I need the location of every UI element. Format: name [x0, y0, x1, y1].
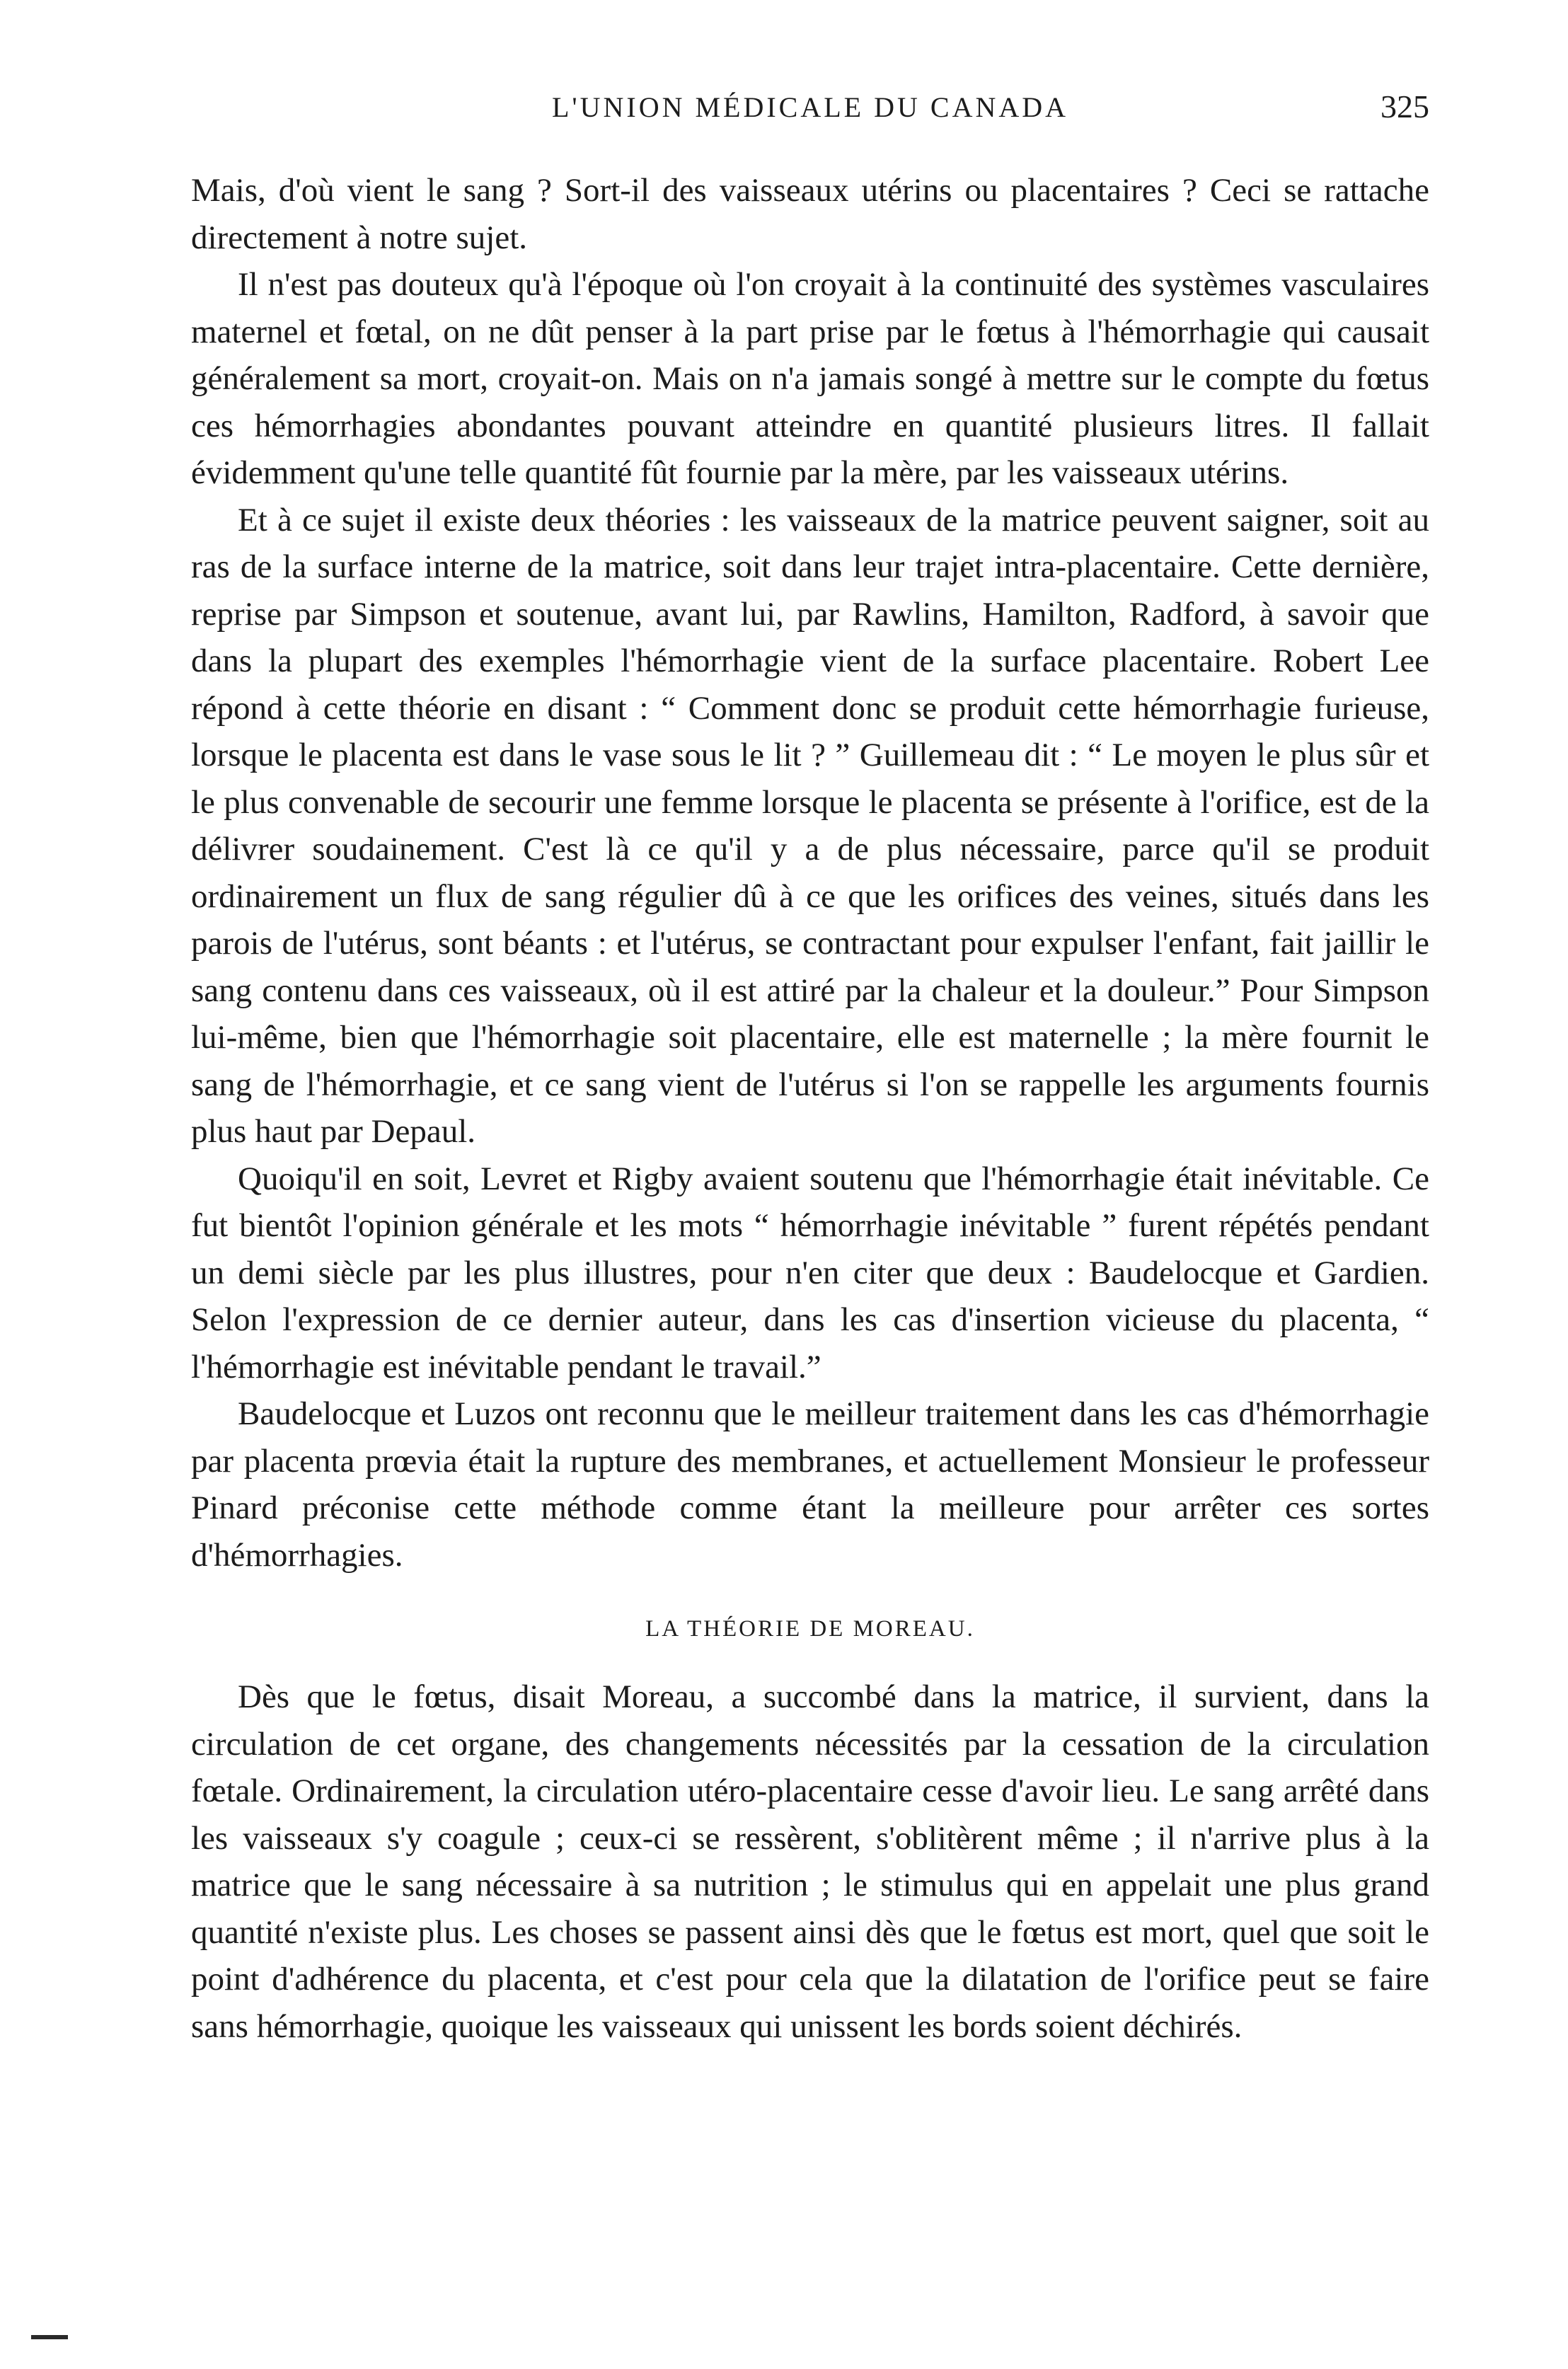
- running-title: L'UNION MÉDICALE DU CANADA: [551, 91, 1069, 123]
- paragraph: Il n'est pas douteux qu'à l'époque où l'on croyait à la continuité des systèmes vasculaires maternel et fœtal, on ne dût penser à la part prise par le fœtus à l'hémorrhagie qui causait généralement sa mort, croyait-on. Mais on n'a jamais songé à mettre sur le compte du fœtus ces hémorrhagies abondantes pouvant atteindre en quantité plusieurs litres. Il fallait évidemment qu'une telle quantité fût fournie par la mère, par les vaisseaux utérins.: [191, 266, 1429, 491]
- page-edge-mark: [31, 2335, 68, 2339]
- paragraph: Mais, d'où vient le sang ? Sort-il des vaisseaux utérins ou placentaires ? Ceci se rattache directement à notre sujet.: [191, 172, 1429, 256]
- paragraph: Dès que le fœtus, disait Moreau, a succombé dans la matrice, il survient, dans la circulation de cet organe, des changements nécessités par la cessation de la circulation fœtale. Ordinairement, la circulation utéro-placentaire cesse d'avoir lieu. Le sang arrêté dans les vaisseaux s'y coagule ; ceux-ci se ressèrent, s'oblitèrent même ; il n'arrive plus à la matrice que le sang nécessaire à sa nutrition ; le stimulus qui en appelait une plus grand quantité n'existe plus. Les choses se passent ainsi dès que le fœtus est mort, quel que soit le point d'adhérence du placenta, et c'est pour cela que la dilatation de l'orifice peut se faire sans hémorrhagie, quoique les vaisseaux qui unissent les bords soient déchirés.: [191, 1678, 1429, 2045]
- body-text: [191, 167, 1429, 2050]
- paragraph: Quoiqu'il en soit, Levret et Rigby avaient soutenu que l'hémorrhagie était inévitable. Ce fut bientôt l'opinion générale et les mots “ hémorrhagie inévitable ” furent répétés pendant un demi siècle par les plus illustres, pour n'en citer que deux : Baudelocque et Gardien. Selon l'expression de ce dernier auteur, dans les cas d'insertion vicieuse du placenta, “ l'hémorrhagie est inévitable pendant le travail.”: [191, 1160, 1429, 1385]
- paragraph: Baudelocque et Luzos ont reconnu que le meilleur traitement dans les cas d'hémorrhagie par placenta prœvia était la rupture des membranes, et actuellement Monsieur le professeur Pinard préconise cette méthode comme étant la meilleure pour arrêter ces sortes d'hémorrhagies.: [191, 1395, 1429, 1574]
- paragraph: Et à ce sujet il existe deux théories : les vaisseaux de la matrice peuvent saigner, soit au ras de la surface interne de la matrice, soit dans leur trajet intra-placentaire. Cette dernière, reprise par Simpson et soutenue, avant lui, par Rawlins, Hamilton, Radford, à savoir que dans la plupart des exemples l'hémorrhagie vient de la surface placentaire. Robert Lee répond à cette théorie en disant : “ Comment donc se produit cette hémorrhagie furieuse, lorsque le placenta est dans le vase sous le lit ? ” Guillemeau dit : “ Le moyen le plus sûr et le plus convenable de secourir une femme lorsque le placenta se présente à l'orifice, est de la délivrer soudainement. C'est là ce qu'il y a de plus nécessaire, parce qu'il se produit ordinairement un flux de sang régulier dû à ce que les orifices des veines, situés dans les parois de l'utérus, sont béants : et l'utérus, se contractant pour expulser l'enfant, fait jaillir le sang contenu dans ces vaisseaux, où il est attiré par la chaleur et la douleur.” Pour Simpson lui-même, bien que l'hémorrhagie soit placentaire, elle est maternelle ; la mère fournit le sang de l'hémorrhagie, et ce sang vient de l'utérus si l'on se rappelle les arguments fournis plus haut par Depaul.: [191, 501, 1429, 1150]
- section-heading: LA THÉORIE DE MOREAU.: [645, 1616, 975, 1642]
- running-header: [191, 88, 1429, 133]
- page-number: 325: [1380, 88, 1429, 125]
